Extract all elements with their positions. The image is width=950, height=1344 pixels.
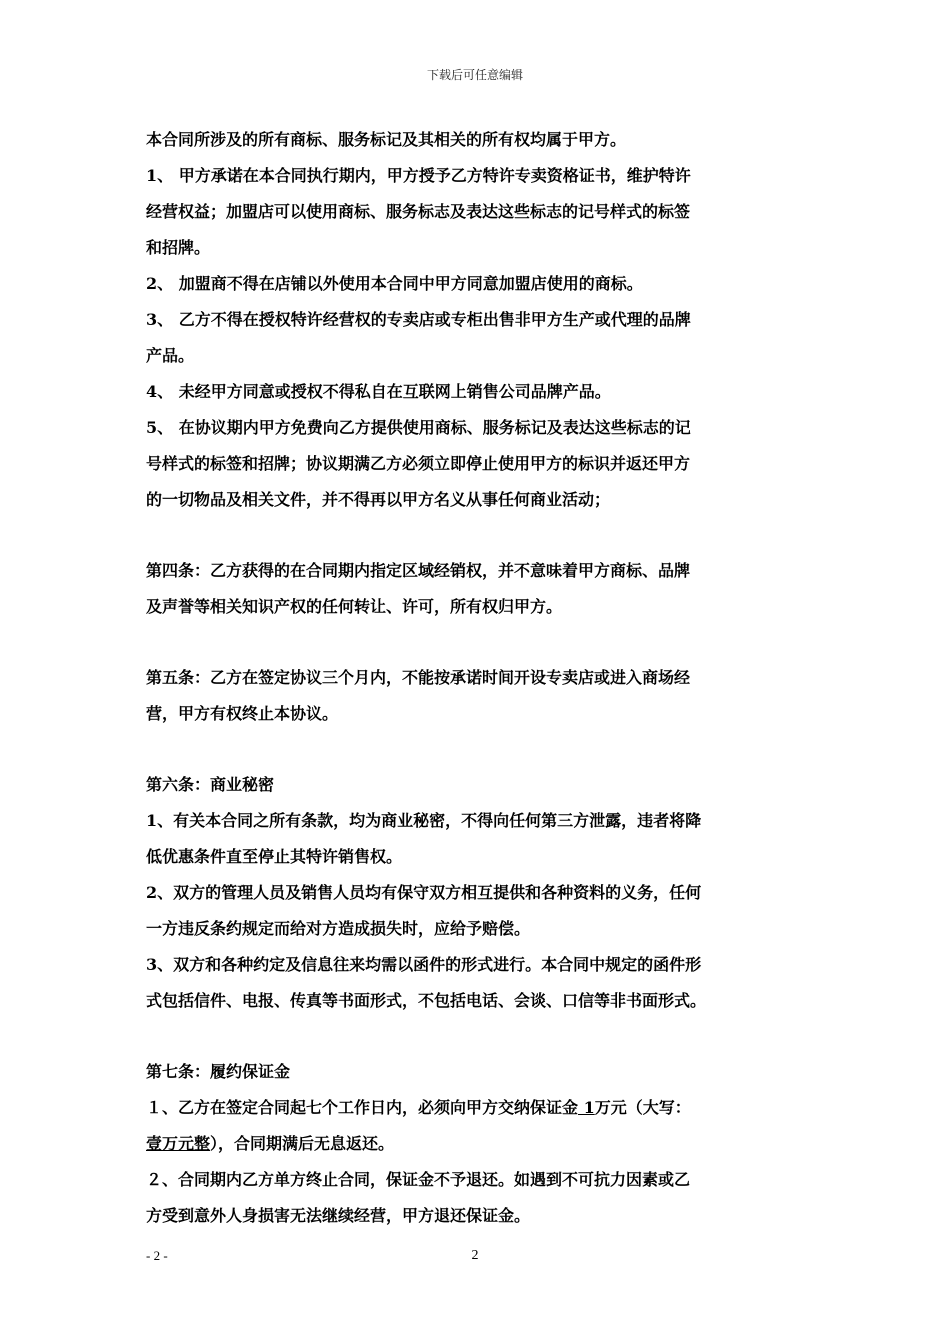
paragraph-line: 方受到意外人身损害无法继续经营，甲方退还保证金。	[146, 1206, 531, 1225]
paragraph-line: 的一切物品及相关文件，并不得再以甲方名义从事任何商业活动；	[146, 490, 611, 509]
article-5-line: 营，甲方有权终止本协议。	[146, 704, 339, 723]
article-6-heading: 第六条：商业秘密	[146, 775, 275, 794]
deposit-line	[146, 1090, 812, 1126]
paragraph-spacer	[146, 518, 812, 553]
paragraph-line: ２、合同期内乙方单方终止合同，保证金不予退还。如遇到不可抗力因素或乙	[146, 1170, 691, 1189]
paragraph-line: 产品。	[146, 346, 195, 365]
paragraph-line: 2、双方的管理人员及销售人员均有保守双方相互提供和各种资料的义务，任何	[146, 883, 702, 902]
footer-page-marker: - 2 -	[146, 1248, 168, 1263]
paragraph-spacer	[146, 1019, 812, 1054]
paragraph-line: 5、 在协议期内甲方免费向乙方提供使用商标、服务标记及表达这些标志的记	[146, 418, 691, 437]
paragraph-line: 低优惠条件直至停止其特许销售权。	[146, 847, 403, 866]
deposit-amount: 1	[578, 1098, 595, 1117]
page-header: 下载后可任意编辑	[426, 68, 523, 82]
paragraph-line: 和招牌。	[146, 238, 211, 257]
paragraph-line: 1、 甲方承诺在本合同执行期内，甲方授予乙方特许专卖资格证书，维护特许	[146, 166, 691, 185]
paragraph-spacer	[146, 625, 812, 660]
paragraph-spacer	[146, 732, 812, 767]
deposit-amount-words: 壹万元整	[146, 1134, 211, 1153]
article-4-line: 第四条：乙方获得的在合同期内指定区域经销权，并不意味着甲方商标、品牌	[146, 561, 691, 580]
paragraph-line: 3、双方和各种约定及信息往来均需以函件的形式进行。本合同中规定的函件形	[146, 955, 702, 974]
paragraph-line: 经营权益；加盟店可以使用商标、服务标志及表达这些标志的记号样式的标签	[146, 202, 691, 221]
article-7-heading: 第七条：履约保证金	[146, 1062, 291, 1081]
paragraph-line: 4、 未经甲方同意或授权不得私自在互联网上销售公司品牌产品。	[146, 382, 611, 401]
paragraph-line: 一方违反条约规定而给对方造成损失时，应给予赔偿。	[146, 919, 531, 938]
document-body	[146, 122, 812, 1234]
deposit-text-cont: 万元（大写：	[594, 1098, 691, 1117]
deposit-text-end: ），合同期满后无息返还。	[210, 1134, 395, 1153]
paragraph-line: 本合同所涉及的所有商标、服务标记及其相关的所有权均属于甲方。	[146, 130, 627, 149]
paragraph-line: 3、 乙方不得在授权特许经营权的专卖店或专柜出售非甲方生产或代理的品牌	[146, 310, 691, 329]
deposit-line	[146, 1126, 812, 1162]
footer-page-number: 2	[471, 1248, 479, 1263]
paragraph-line: 1、有关本合同之所有条款，均为商业秘密，不得向任何第三方泄露，违者将降	[146, 811, 702, 830]
paragraph-line: 2、 加盟商不得在店铺以外使用本合同中甲方同意加盟店使用的商标。	[146, 274, 643, 293]
paragraph-line: 号样式的标签和招牌；协议期满乙方必须立即停止使用甲方的标识并返还甲方	[146, 454, 691, 473]
paragraph-line: 式包括信件、电报、传真等书面形式，不包括电话、会谈、口信等非书面形式。	[146, 991, 707, 1010]
deposit-text: １、乙方在签定合同起七个工作日内，必须向甲方交纳保证金	[146, 1098, 579, 1117]
article-4-line: 及声誉等相关知识产权的任何转让、许可，所有权归甲方。	[146, 597, 563, 616]
article-5-line: 第五条：乙方在签定协议三个月内，不能按承诺时间开设专卖店或进入商场经	[146, 668, 691, 687]
